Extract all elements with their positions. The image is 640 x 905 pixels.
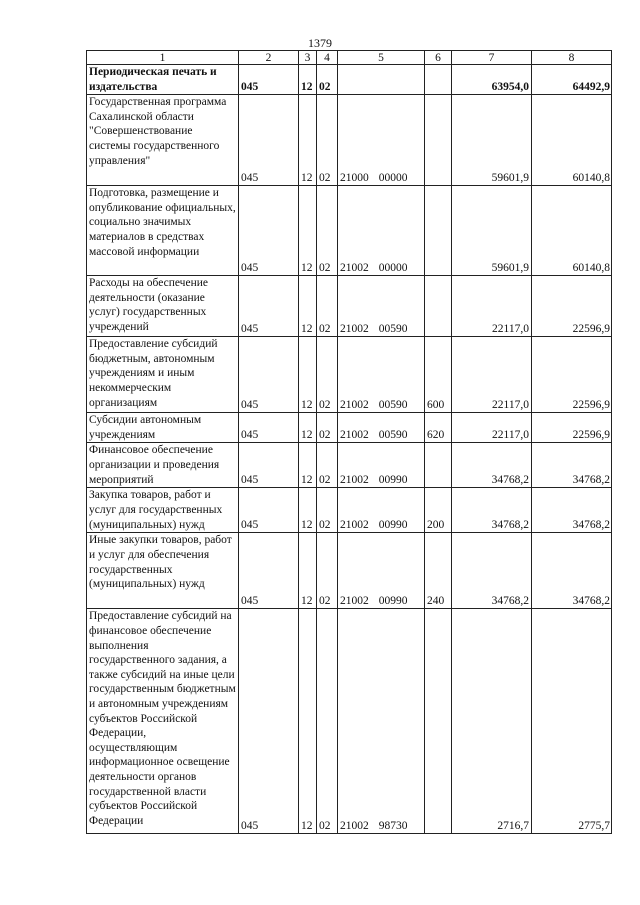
amount-year-2: 34768,2 <box>532 443 612 488</box>
amount-year-2: 60140,8 <box>532 186 612 276</box>
table-row <box>87 488 612 533</box>
table-row <box>87 186 612 276</box>
row-name: Закупка товаров, работ и услуг для государственных (муниципальных) нужд <box>87 488 239 533</box>
section-code: 12 <box>299 337 317 413</box>
amount-year-1: 59601,9 <box>452 95 532 186</box>
section-code: 12 <box>299 95 317 186</box>
column-header: 6 <box>425 51 452 65</box>
target-article-direction: 00990 <box>378 518 408 531</box>
section-code: 12 <box>299 65 317 95</box>
expense-type-code <box>425 186 452 276</box>
target-article-program: 21002 <box>340 428 369 441</box>
target-article-program: 21002 <box>340 322 369 335</box>
subsection-code: 02 <box>317 609 338 834</box>
amount-year-2: 22596,9 <box>532 276 612 337</box>
target-article-code <box>338 488 425 533</box>
section-code: 12 <box>299 533 317 609</box>
expense-type-code: 240 <box>425 533 452 609</box>
table-row <box>87 276 612 337</box>
target-article-direction: 00000 <box>378 171 408 184</box>
expense-type-code <box>425 443 452 488</box>
ministry-code: 045 <box>239 95 299 186</box>
ministry-code: 045 <box>239 533 299 609</box>
target-article-code <box>338 533 425 609</box>
amount-year-1: 63954,0 <box>452 65 532 95</box>
target-article-direction: 00590 <box>378 428 408 441</box>
expense-type-code <box>425 276 452 337</box>
amount-year-1: 22117,0 <box>452 337 532 413</box>
section-code: 12 <box>299 413 317 443</box>
column-header: 7 <box>452 51 532 65</box>
amount-year-1: 22117,0 <box>452 276 532 337</box>
table-row <box>87 533 612 609</box>
target-article-direction: 00990 <box>378 473 408 486</box>
section-code: 12 <box>299 488 317 533</box>
column-header: 4 <box>317 51 338 65</box>
table-row <box>87 413 612 443</box>
target-article-program: 21002 <box>340 819 369 832</box>
target-article-program: 21002 <box>340 398 369 411</box>
ministry-code: 045 <box>239 186 299 276</box>
target-article-code <box>338 65 425 95</box>
subsection-code: 02 <box>317 413 338 443</box>
table-row <box>87 337 612 413</box>
table-row <box>87 95 612 186</box>
target-article-program: 21002 <box>340 594 369 607</box>
row-name: Иные закупки товаров, работ и услуг для обеспечения государственных (муниципальных) нужд <box>87 533 239 609</box>
budget-table <box>86 50 612 834</box>
column-header: 1 <box>87 51 239 65</box>
section-code: 12 <box>299 609 317 834</box>
column-header: 3 <box>299 51 317 65</box>
column-header: 8 <box>532 51 612 65</box>
target-article-direction: 00590 <box>378 322 408 335</box>
target-article-direction: 00590 <box>378 398 408 411</box>
expense-type-code: 620 <box>425 413 452 443</box>
target-article-direction: 98730 <box>378 819 408 832</box>
target-article-code <box>338 609 425 834</box>
subsection-code: 02 <box>317 65 338 95</box>
expense-type-code: 200 <box>425 488 452 533</box>
target-article-code <box>338 95 425 186</box>
row-name: Финансовое обеспечение организации и проведения мероприятий <box>87 443 239 488</box>
amount-year-2: 60140,8 <box>532 95 612 186</box>
ministry-code: 045 <box>239 276 299 337</box>
amount-year-2: 64492,9 <box>532 65 612 95</box>
target-article-program: 21002 <box>340 473 369 486</box>
target-article-program: 21000 <box>340 171 369 184</box>
amount-year-1: 34768,2 <box>452 488 532 533</box>
amount-year-1: 34768,2 <box>452 443 532 488</box>
subsection-code: 02 <box>317 186 338 276</box>
target-article-code <box>338 413 425 443</box>
expense-type-code <box>425 609 452 834</box>
page-number: 1379 <box>308 36 332 50</box>
ministry-code: 045 <box>239 337 299 413</box>
row-name: Расходы на обеспечение деятельности (оказание услуг) государственных учреждений <box>87 276 239 337</box>
column-header: 5 <box>338 51 425 65</box>
section-code: 12 <box>299 443 317 488</box>
table-row <box>87 609 612 834</box>
amount-year-1: 34768,2 <box>452 533 532 609</box>
subsection-code: 02 <box>317 337 338 413</box>
expense-type-code: 600 <box>425 337 452 413</box>
row-name: Подготовка, размещение и опубликование официальных, социально значимых материалов в средствах массовой информации <box>87 186 239 276</box>
table-row <box>87 443 612 488</box>
amount-year-2: 34768,2 <box>532 488 612 533</box>
expense-type-code <box>425 65 452 95</box>
amount-year-2: 34768,2 <box>532 533 612 609</box>
target-article-code <box>338 276 425 337</box>
subsection-code: 02 <box>317 443 338 488</box>
row-name: Государственная программа Сахалинской области "Совершенствование системы государственного управления" <box>87 95 239 186</box>
ministry-code: 045 <box>239 488 299 533</box>
section-code: 12 <box>299 186 317 276</box>
target-article-code <box>338 443 425 488</box>
amount-year-2: 22596,9 <box>532 337 612 413</box>
subsection-code: 02 <box>317 533 338 609</box>
row-name: Периодическая печать и издательства <box>87 65 239 95</box>
target-article-code <box>338 186 425 276</box>
target-article-direction: 00000 <box>378 261 408 274</box>
amount-year-1: 22117,0 <box>452 413 532 443</box>
ministry-code: 045 <box>239 609 299 834</box>
amount-year-1: 59601,9 <box>452 186 532 276</box>
subsection-code: 02 <box>317 276 338 337</box>
amount-year-1: 2716,7 <box>452 609 532 834</box>
row-name: Предоставление субсидий на финансовое обеспечение выполнения государственного задания, а также субсидий на иные цели государственным бюджетным и автономным учреждениям субъектов Российской Федерации, осуществляющим информационное освещение деятельности органов государственной власти субъектов Российской Федерации <box>87 609 239 834</box>
row-name: Субсидии автономным учреждениям <box>87 413 239 443</box>
subsection-code: 02 <box>317 95 338 186</box>
table-row <box>87 65 612 95</box>
column-header: 2 <box>239 51 299 65</box>
section-code: 12 <box>299 276 317 337</box>
subsection-code: 02 <box>317 488 338 533</box>
amount-year-2: 2775,7 <box>532 609 612 834</box>
row-name: Предоставление субсидий бюджетным, автономным учреждениям и иным некоммерческим организациям <box>87 337 239 413</box>
table-header-row <box>87 51 612 65</box>
ministry-code: 045 <box>239 443 299 488</box>
target-article-direction: 00990 <box>378 594 408 607</box>
ministry-code: 045 <box>239 413 299 443</box>
target-article-program: 21002 <box>340 518 369 531</box>
expense-type-code <box>425 95 452 186</box>
ministry-code: 045 <box>239 65 299 95</box>
amount-year-2: 22596,9 <box>532 413 612 443</box>
target-article-code <box>338 337 425 413</box>
target-article-program: 21002 <box>340 261 369 274</box>
